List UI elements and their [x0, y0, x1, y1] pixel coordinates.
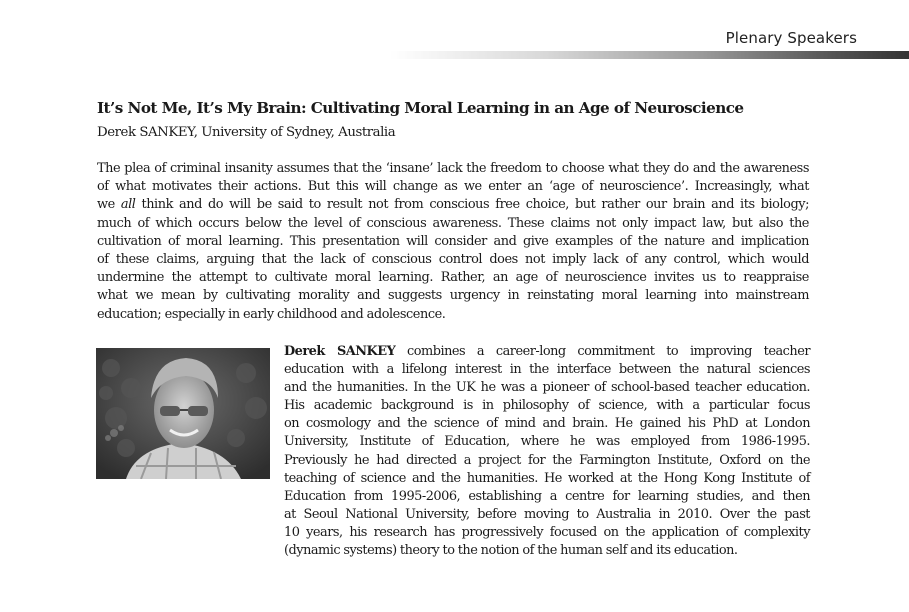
abstract-line: undermine the attempt to cultivate moral learning. Rather, an age of neuroscience invites us to reappraise	[97, 270, 809, 286]
bio-line: His academic background is in philosophy of science, with a particular focus	[284, 398, 810, 414]
speaker-bio	[284, 343, 810, 560]
speaker-photo	[96, 348, 270, 479]
abstract-line: what we mean by cultivating morality and suggests urgency in reinstating moral learning into mainstream	[97, 288, 809, 304]
bio-line: (dynamic systems) theory to the notion of the human self and its education.	[284, 543, 738, 559]
header-gradient-bar	[390, 51, 909, 59]
abstract-line: of these claims, arguing that the lack of conscious control does not imply lack of any control, which would	[97, 252, 809, 268]
bio-line: at Seoul National University, before moving to Australia in 2010. Over the past	[284, 506, 810, 522]
bio-line: Previously he had directed a project for the Farmington Institute, Oxford on the	[284, 452, 810, 468]
abstract-text: we	[97, 197, 121, 213]
bio-line: University, Institute of Education, where he was employed from 1986-1995.	[284, 434, 810, 450]
abstract-line: education; especially in early childhood and adolescence.	[97, 306, 446, 322]
abstract-line: cultivation of moral learning. This presentation will consider and give examples of the nature and implication	[97, 233, 809, 249]
bio-line: Education from 1995-2006, establishing a centre for learning studies, and then	[284, 488, 810, 504]
abstract-emphasis: all	[120, 197, 136, 213]
abstract-line: of what motivates their actions. But this will change as we enter an ‘age of neuroscience’. Increasingly, what	[97, 179, 809, 195]
author-affiliation: Derek SANKEY, University of Sydney, Australia	[97, 125, 396, 140]
bio-line: and the humanities. In the UK he was a pioneer of school-based teacher education.	[284, 380, 810, 396]
paper-title: It’s Not Me, It’s My Brain: Cultivating Moral Learning in an Age of Neuroscience	[97, 99, 744, 117]
bio-text: combines a career-long commitment to improving teacher	[395, 344, 810, 359]
abstract-line	[97, 196, 809, 214]
speaker-name: Derek SANKEY	[284, 344, 396, 359]
speaker-portrait-image	[96, 348, 270, 479]
bio-line: on cosmology and the science of mind and brain. He gained his PhD at London	[284, 416, 810, 432]
abstract-line: The plea of criminal insanity assumes that the ‘insane’ lack the freedom to choose what they do and the awareness	[97, 161, 809, 176]
section-label: Plenary Speakers	[725, 29, 857, 47]
abstract-paragraph	[97, 160, 809, 324]
abstract-text: think and do will be said to result not from conscious free choice, but rather our brain and its biology;	[135, 197, 809, 213]
bio-line	[284, 343, 810, 361]
bio-line: 10 years, his research has progressively focused on the application of complexity	[284, 524, 810, 540]
bio-line: education with a lifelong interest in the interface between the natural sciences	[284, 362, 810, 378]
abstract-line: much of which occurs below the level of conscious awareness. These claims not only impact law, but also the	[97, 215, 809, 231]
bio-line: teaching of science and the humanities. He worked at the Hong Kong Institute of	[284, 470, 810, 486]
